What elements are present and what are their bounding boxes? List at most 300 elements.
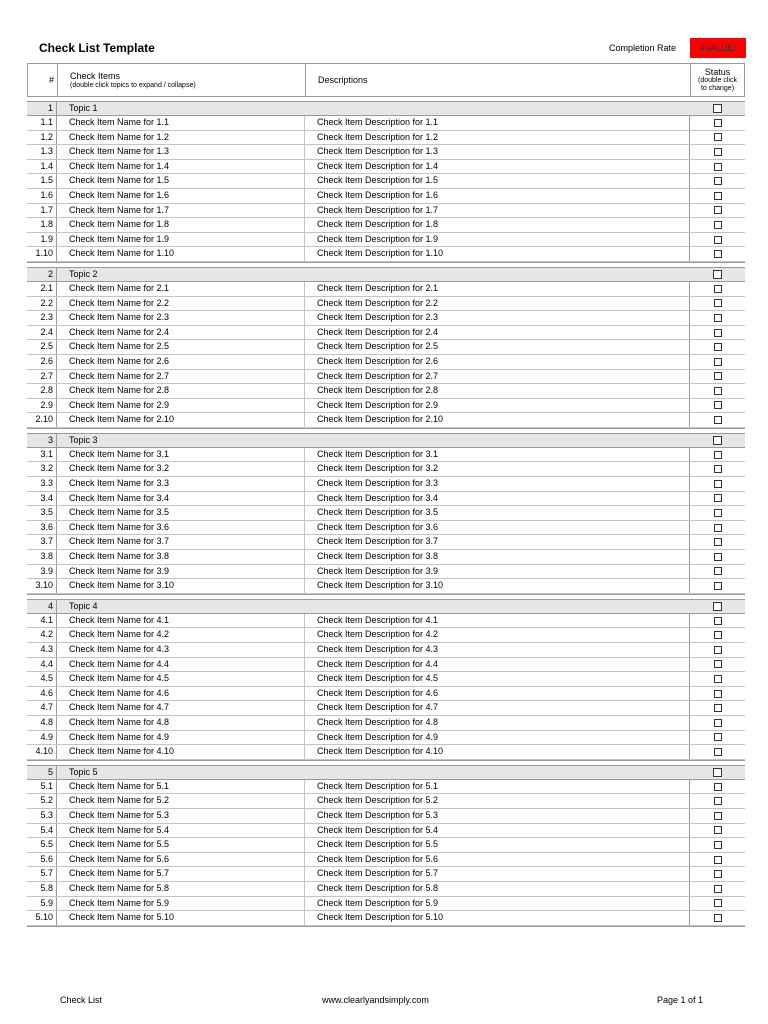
topic-number: 5	[27, 766, 57, 779]
topic-name: Topic 2	[69, 268, 98, 279]
item-number: 4.4	[27, 658, 57, 672]
item-status-checkbox[interactable]	[714, 494, 722, 502]
table-row	[27, 882, 745, 897]
item-number: 1.6	[27, 189, 57, 203]
item-description: Check Item Description for 3.7	[305, 535, 690, 549]
item-status-checkbox[interactable]	[714, 631, 722, 639]
item-description: Check Item Description for 5.7	[305, 867, 690, 881]
item-status-checkbox[interactable]	[714, 826, 722, 834]
item-status-cell	[690, 492, 745, 506]
item-number: 1.8	[27, 218, 57, 232]
topic-status-cell	[690, 766, 745, 779]
item-description: Check Item Description for 1.6	[305, 189, 690, 203]
table-row	[27, 233, 745, 248]
table-row	[27, 326, 745, 341]
item-number: 1.9	[27, 233, 57, 247]
item-status-cell	[690, 614, 745, 628]
item-name: Check Item Name for 2.5	[57, 340, 305, 354]
item-status-checkbox[interactable]	[714, 451, 722, 459]
item-description: Check Item Description for 1.5	[305, 174, 690, 188]
item-description: Check Item Description for 5.9	[305, 897, 690, 911]
item-status-checkbox[interactable]	[714, 314, 722, 322]
item-name: Check Item Name for 5.6	[57, 853, 305, 867]
item-status-cell	[690, 370, 745, 384]
item-status-cell	[690, 462, 745, 476]
footer-document-name: Check List	[60, 995, 103, 1005]
item-status-cell	[690, 731, 745, 745]
item-description: Check Item Description for 2.1	[305, 282, 690, 296]
item-name: Check Item Name for 4.4	[57, 658, 305, 672]
item-name: Check Item Name for 4.6	[57, 687, 305, 701]
item-status-cell	[690, 521, 745, 535]
item-name: Check Item Name for 4.1	[57, 614, 305, 628]
item-status-cell	[690, 506, 745, 520]
table-row	[27, 370, 745, 385]
item-description: Check Item Description for 4.4	[305, 658, 690, 672]
item-status-cell	[690, 326, 745, 340]
header-status-hint: (double click to change)	[698, 77, 737, 92]
item-name: Check Item Name for 2.10	[57, 413, 305, 427]
table-row	[27, 565, 745, 580]
item-status-cell	[690, 838, 745, 852]
item-number: 3.5	[27, 506, 57, 520]
topic-row[interactable]	[27, 765, 745, 780]
table-row	[27, 745, 745, 760]
item-description: Check Item Description for 5.10	[305, 911, 690, 925]
item-status-checkbox[interactable]	[714, 358, 722, 366]
item-description: Check Item Description for 4.8	[305, 716, 690, 730]
header-check-items-label: Check Items	[70, 71, 121, 81]
item-name: Check Item Name for 1.2	[57, 131, 305, 145]
item-status-checkbox[interactable]	[714, 401, 722, 409]
item-status-cell	[690, 204, 745, 218]
table-row	[27, 477, 745, 492]
item-status-checkbox[interactable]	[714, 675, 722, 683]
table-row	[27, 448, 745, 463]
item-name: Check Item Name for 2.4	[57, 326, 305, 340]
topic-number: 4	[27, 600, 57, 613]
item-description: Check Item Description for 1.9	[305, 233, 690, 247]
item-status-checkbox[interactable]	[714, 646, 722, 654]
item-name: Check Item Name for 4.2	[57, 628, 305, 642]
item-status-checkbox[interactable]	[714, 133, 722, 141]
table-row	[27, 838, 745, 853]
item-name: Check Item Name for 1.9	[57, 233, 305, 247]
item-status-checkbox[interactable]	[714, 783, 722, 791]
topic-row[interactable]	[27, 267, 745, 282]
item-name: Check Item Name for 5.9	[57, 897, 305, 911]
item-name: Check Item Name for 1.7	[57, 204, 305, 218]
item-number: 4.1	[27, 614, 57, 628]
item-name: Check Item Name for 2.3	[57, 311, 305, 325]
item-description: Check Item Description for 2.10	[305, 413, 690, 427]
item-number: 1.7	[27, 204, 57, 218]
item-status-checkbox[interactable]	[714, 885, 722, 893]
item-number: 1.10	[27, 247, 57, 261]
table-row	[27, 116, 745, 131]
item-number: 5.5	[27, 838, 57, 852]
item-name: Check Item Name for 1.1	[57, 116, 305, 130]
topic-status-checkbox[interactable]	[713, 602, 722, 611]
item-status-checkbox[interactable]	[714, 812, 722, 820]
item-number: 3.9	[27, 565, 57, 579]
table-row	[27, 462, 745, 477]
item-number: 3.4	[27, 492, 57, 506]
item-status-checkbox[interactable]	[714, 343, 722, 351]
topic-status-cell	[690, 600, 745, 613]
item-name: Check Item Name for 4.5	[57, 672, 305, 686]
item-description: Check Item Description for 4.2	[305, 628, 690, 642]
table-row	[27, 311, 745, 326]
item-name: Check Item Name for 3.3	[57, 477, 305, 491]
item-description: Check Item Description for 3.5	[305, 506, 690, 520]
table-row	[27, 506, 745, 521]
item-status-cell	[690, 448, 745, 462]
item-name: Check Item Name for 4.8	[57, 716, 305, 730]
topic-name: Topic 1	[69, 103, 98, 113]
topic-group	[27, 599, 745, 761]
item-status-checkbox[interactable]	[714, 899, 722, 907]
item-status-checkbox[interactable]	[714, 509, 722, 517]
item-number: 4.6	[27, 687, 57, 701]
item-description: Check Item Description for 2.9	[305, 399, 690, 413]
item-status-cell	[690, 550, 745, 564]
item-status-cell	[690, 413, 745, 427]
item-status-checkbox[interactable]	[714, 285, 722, 293]
item-name: Check Item Name for 3.9	[57, 565, 305, 579]
table-row	[27, 867, 745, 882]
item-name: Check Item Name for 1.6	[57, 189, 305, 203]
item-status-cell	[690, 643, 745, 657]
table-row	[27, 204, 745, 219]
item-status-checkbox[interactable]	[714, 797, 722, 805]
item-status-cell	[690, 233, 745, 247]
item-number: 5.10	[27, 911, 57, 925]
item-name: Check Item Name for 3.8	[57, 550, 305, 564]
item-number: 3.8	[27, 550, 57, 564]
item-number: 5.9	[27, 897, 57, 911]
item-number: 5.8	[27, 882, 57, 896]
item-status-cell	[690, 672, 745, 686]
item-status-cell	[690, 565, 745, 579]
item-status-checkbox[interactable]	[714, 567, 722, 575]
item-name: Check Item Name for 4.10	[57, 745, 305, 759]
item-status-cell	[690, 579, 745, 593]
page-title: Check List Template	[39, 41, 155, 55]
topic-status-cell	[690, 268, 745, 281]
item-description: Check Item Description for 2.5	[305, 340, 690, 354]
item-description: Check Item Description for 1.8	[305, 218, 690, 232]
item-status-cell	[690, 145, 745, 159]
item-name: Check Item Name for 1.5	[57, 174, 305, 188]
item-number: 3.10	[27, 579, 57, 593]
item-description: Check Item Description for 1.10	[305, 247, 690, 261]
header-check-items	[58, 64, 306, 96]
topic-status-cell	[690, 102, 745, 115]
item-name: Check Item Name for 5.4	[57, 824, 305, 838]
table-row	[27, 672, 745, 687]
item-number: 2.5	[27, 340, 57, 354]
topic-row[interactable]	[27, 599, 745, 614]
item-description: Check Item Description for 3.9	[305, 565, 690, 579]
table-row	[27, 579, 745, 594]
item-status-cell	[690, 399, 745, 413]
table-row	[27, 492, 745, 507]
item-description: Check Item Description for 5.6	[305, 853, 690, 867]
table-row	[27, 911, 745, 926]
item-number: 3.6	[27, 521, 57, 535]
table-row	[27, 131, 745, 146]
item-name: Check Item Name for 1.8	[57, 218, 305, 232]
item-description: Check Item Description for 5.1	[305, 780, 690, 794]
item-status-cell	[690, 131, 745, 145]
item-status-checkbox[interactable]	[714, 416, 722, 424]
item-status-checkbox[interactable]	[714, 733, 722, 741]
item-name: Check Item Name for 1.10	[57, 247, 305, 261]
table-row	[27, 687, 745, 702]
item-number: 4.8	[27, 716, 57, 730]
item-status-cell	[690, 160, 745, 174]
item-name: Check Item Name for 3.4	[57, 492, 305, 506]
checklist-table	[27, 101, 745, 931]
item-status-cell	[690, 247, 745, 261]
item-number: 2.10	[27, 413, 57, 427]
item-name: Check Item Name for 2.8	[57, 384, 305, 398]
item-name: Check Item Name for 2.7	[57, 370, 305, 384]
item-description: Check Item Description for 4.6	[305, 687, 690, 701]
item-status-checkbox[interactable]	[714, 148, 722, 156]
item-description: Check Item Description for 2.6	[305, 355, 690, 369]
item-name: Check Item Name for 2.1	[57, 282, 305, 296]
header-check-items-hint: (double click topics to expand / collapse)	[70, 82, 196, 89]
topic-row[interactable]	[27, 433, 745, 448]
table-row	[27, 824, 745, 839]
item-status-cell	[690, 867, 745, 881]
item-number: 4.7	[27, 701, 57, 715]
item-number: 2.2	[27, 297, 57, 311]
completion-rate-label: Completion Rate	[609, 43, 677, 53]
topic-status-checkbox[interactable]	[713, 104, 722, 113]
item-description: Check Item Description for 2.4	[305, 326, 690, 340]
item-status-cell	[690, 311, 745, 325]
item-description: Check Item Description for 2.2	[305, 297, 690, 311]
item-number: 2.6	[27, 355, 57, 369]
header-status-label: Status	[704, 67, 731, 77]
item-status-checkbox[interactable]	[714, 329, 722, 337]
table-row	[27, 218, 745, 233]
table-row	[27, 628, 745, 643]
table-row	[27, 340, 745, 355]
item-status-cell	[690, 628, 745, 642]
table-row	[27, 658, 745, 673]
item-name: Check Item Name for 2.9	[57, 399, 305, 413]
header-status	[691, 64, 744, 96]
item-name: Check Item Name for 3.5	[57, 506, 305, 520]
item-number: 1.2	[27, 131, 57, 145]
item-status-cell	[690, 716, 745, 730]
item-name: Check Item Name for 1.3	[57, 145, 305, 159]
completion-rate-value: #VALUE!	[690, 38, 746, 58]
item-status-checkbox[interactable]	[714, 719, 722, 727]
item-description: Check Item Description for 3.10	[305, 579, 690, 593]
table-row	[27, 550, 745, 565]
table-row	[27, 145, 745, 160]
item-status-cell	[690, 297, 745, 311]
item-status-cell	[690, 780, 745, 794]
item-number: 1.4	[27, 160, 57, 174]
item-status-cell	[690, 882, 745, 896]
item-number: 3.1	[27, 448, 57, 462]
footer-page-number: Page 1 of 1	[657, 995, 704, 1005]
item-number: 4.2	[27, 628, 57, 642]
item-description: Check Item Description for 4.9	[305, 731, 690, 745]
item-status-cell	[690, 218, 745, 232]
table-row	[27, 297, 745, 312]
item-status-checkbox[interactable]	[714, 690, 722, 698]
item-status-checkbox[interactable]	[714, 538, 722, 546]
item-description: Check Item Description for 3.3	[305, 477, 690, 491]
item-status-checkbox[interactable]	[714, 236, 722, 244]
table-row	[27, 853, 745, 868]
table-row	[27, 521, 745, 536]
item-status-checkbox[interactable]	[714, 221, 722, 229]
item-status-cell	[690, 189, 745, 203]
item-status-cell	[690, 745, 745, 759]
item-number: 1.1	[27, 116, 57, 130]
item-description: Check Item Description for 2.8	[305, 384, 690, 398]
item-status-cell	[690, 794, 745, 808]
item-number: 5.1	[27, 780, 57, 794]
item-status-checkbox[interactable]	[714, 177, 722, 185]
item-description: Check Item Description for 5.8	[305, 882, 690, 896]
item-status-checkbox[interactable]	[714, 524, 722, 532]
table-row	[27, 282, 745, 297]
topic-group	[27, 101, 745, 263]
item-status-cell	[690, 911, 745, 925]
item-number: 2.9	[27, 399, 57, 413]
item-name: Check Item Name for 5.7	[57, 867, 305, 881]
footer-website: www.clearlyandsimply.com	[322, 995, 429, 1005]
item-description: Check Item Description for 4.5	[305, 672, 690, 686]
item-description: Check Item Description for 3.2	[305, 462, 690, 476]
item-name: Check Item Name for 2.6	[57, 355, 305, 369]
table-row	[27, 794, 745, 809]
item-description: Check Item Description for 1.3	[305, 145, 690, 159]
item-status-cell	[690, 687, 745, 701]
item-description: Check Item Description for 4.1	[305, 614, 690, 628]
item-status-checkbox[interactable]	[714, 206, 722, 214]
table-row	[27, 160, 745, 175]
item-name: Check Item Name for 5.3	[57, 809, 305, 823]
item-status-checkbox[interactable]	[714, 660, 722, 668]
item-description: Check Item Description for 1.4	[305, 160, 690, 174]
item-number: 2.7	[27, 370, 57, 384]
item-description: Check Item Description for 1.2	[305, 131, 690, 145]
item-status-checkbox[interactable]	[714, 617, 722, 625]
item-status-checkbox[interactable]	[714, 480, 722, 488]
item-status-checkbox[interactable]	[714, 372, 722, 380]
topic-name: Topic 4	[69, 600, 98, 611]
table-row	[27, 399, 745, 414]
item-status-checkbox[interactable]	[714, 582, 722, 590]
item-status-cell	[690, 282, 745, 296]
item-status-checkbox[interactable]	[714, 250, 722, 258]
item-name: Check Item Name for 4.7	[57, 701, 305, 715]
item-status-checkbox[interactable]	[714, 553, 722, 561]
item-status-checkbox[interactable]	[714, 856, 722, 864]
table-row	[27, 809, 745, 824]
item-name: Check Item Name for 3.6	[57, 521, 305, 535]
header-descriptions: Descriptions	[306, 64, 691, 96]
item-number: 3.3	[27, 477, 57, 491]
item-description: Check Item Description for 1.7	[305, 204, 690, 218]
item-description: Check Item Description for 3.4	[305, 492, 690, 506]
item-status-checkbox[interactable]	[714, 387, 722, 395]
item-description: Check Item Description for 5.5	[305, 838, 690, 852]
item-name: Check Item Name for 4.3	[57, 643, 305, 657]
item-status-cell	[690, 355, 745, 369]
header-number: #	[28, 64, 58, 96]
item-status-cell	[690, 340, 745, 354]
item-number: 3.2	[27, 462, 57, 476]
item-status-checkbox[interactable]	[714, 914, 722, 922]
item-status-checkbox[interactable]	[714, 870, 722, 878]
item-status-checkbox[interactable]	[714, 748, 722, 756]
item-status-cell	[690, 701, 745, 715]
topic-row[interactable]	[27, 101, 745, 116]
item-status-checkbox[interactable]	[714, 704, 722, 712]
table-row	[27, 780, 745, 795]
item-number: 4.3	[27, 643, 57, 657]
topic-status-checkbox[interactable]	[713, 436, 722, 445]
topic-name: Topic 3	[69, 434, 98, 445]
item-name: Check Item Name for 5.1	[57, 780, 305, 794]
topic-status-checkbox[interactable]	[713, 270, 722, 279]
item-number: 5.4	[27, 824, 57, 838]
table-row	[27, 897, 745, 912]
item-status-cell	[690, 535, 745, 549]
item-status-cell	[690, 116, 745, 130]
item-name: Check Item Name for 3.2	[57, 462, 305, 476]
topic-group	[27, 765, 745, 927]
item-name: Check Item Name for 3.10	[57, 579, 305, 593]
item-status-checkbox[interactable]	[714, 119, 722, 127]
item-description: Check Item Description for 5.4	[305, 824, 690, 838]
item-description: Check Item Description for 3.8	[305, 550, 690, 564]
item-name: Check Item Name for 3.7	[57, 535, 305, 549]
item-description: Check Item Description for 5.3	[305, 809, 690, 823]
item-number: 5.2	[27, 794, 57, 808]
item-status-cell	[690, 174, 745, 188]
topic-status-checkbox[interactable]	[713, 768, 722, 777]
topic-number: 3	[27, 434, 57, 447]
item-description: Check Item Description for 1.1	[305, 116, 690, 130]
item-status-checkbox[interactable]	[714, 841, 722, 849]
item-status-checkbox[interactable]	[714, 163, 722, 171]
item-status-checkbox[interactable]	[714, 192, 722, 200]
table-row	[27, 614, 745, 629]
item-number: 5.7	[27, 867, 57, 881]
item-status-checkbox[interactable]	[714, 465, 722, 473]
item-number: 5.6	[27, 853, 57, 867]
table-row	[27, 643, 745, 658]
topic-group	[27, 267, 745, 429]
item-name: Check Item Name for 5.5	[57, 838, 305, 852]
item-status-cell	[690, 853, 745, 867]
item-description: Check Item Description for 4.7	[305, 701, 690, 715]
item-number: 4.9	[27, 731, 57, 745]
item-status-checkbox[interactable]	[714, 299, 722, 307]
